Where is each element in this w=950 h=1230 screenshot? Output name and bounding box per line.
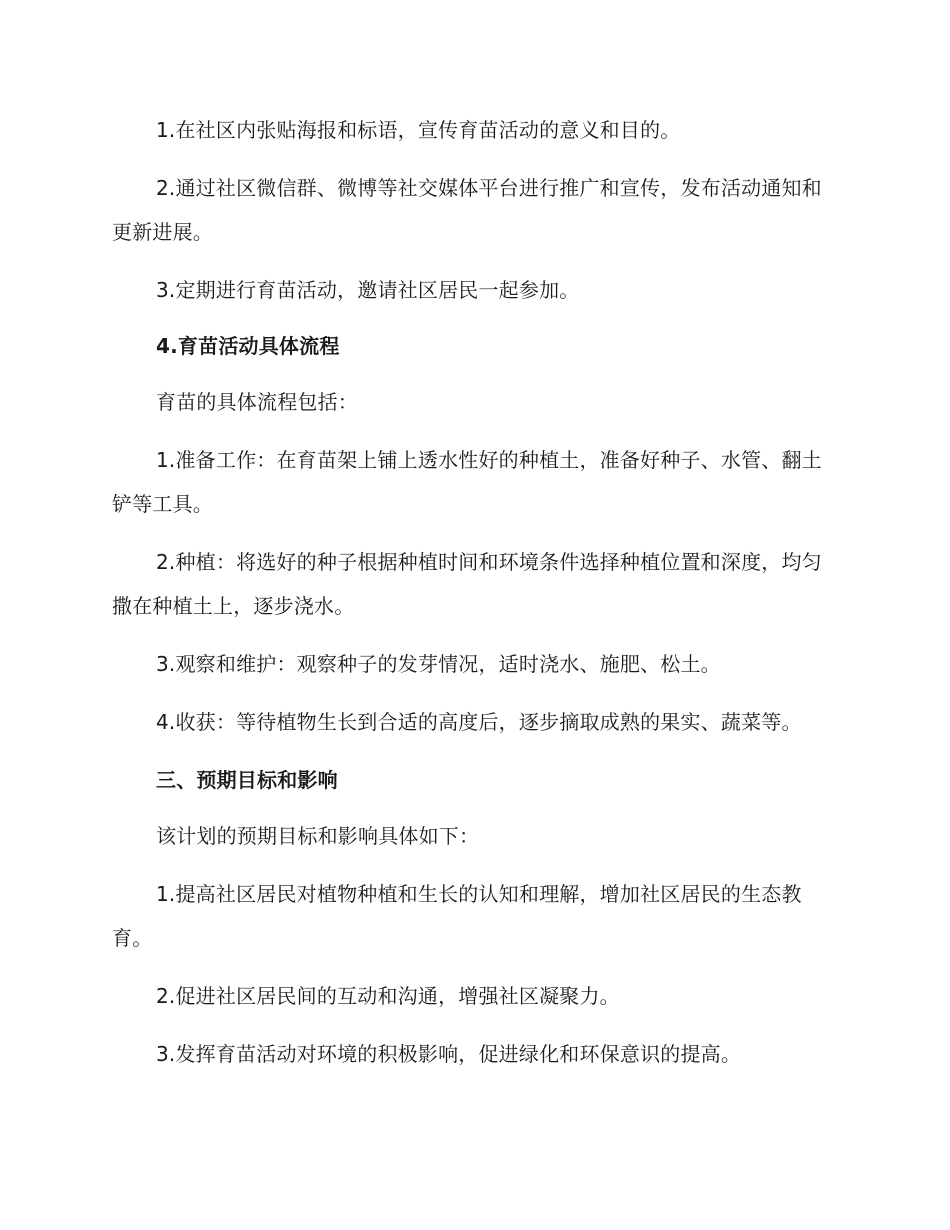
paragraph-goal-environment: 3.发挥育苗活动对环境的积极影响，促进绿化和环保意识的提高。 bbox=[156, 1042, 742, 1066]
paragraph-process-preparation: 1.准备工作：在育苗架上铺上透水性好的种植土，准备好种子、水管、翻土铲等工具。 bbox=[112, 448, 822, 516]
paragraph-process-harvest: 4.收获：等待植物生长到合适的高度后，逐步摘取成熟的果实、蔬菜等。 bbox=[156, 710, 802, 734]
paragraph-promo-regular-activities: 3.定期进行育苗活动，邀请社区居民一起参加。 bbox=[156, 278, 580, 302]
document-body bbox=[112, 108, 830, 1076]
section-heading-process: 4.育苗活动具体流程 bbox=[156, 334, 340, 358]
paragraph-process-observation: 3.观察和维护：观察种子的发芽情况，适时浇水、施肥、松土。 bbox=[156, 652, 721, 676]
paragraph-promo-posters: 1.在社区内张贴海报和标语，宣传育苗活动的意义和目的。 bbox=[156, 118, 681, 142]
paragraph-goal-awareness: 1.提高社区居民对植物种植和生长的认知和理解，增加社区居民的生态教育。 bbox=[112, 882, 802, 950]
paragraph-goal-community: 2.促进社区居民间的互动和沟通，增强社区凝聚力。 bbox=[156, 984, 620, 1008]
section-heading-goals: 三、预期目标和影响 bbox=[156, 768, 338, 792]
paragraph-process-planting: 2.种植：将选好的种子根据种植时间和环境条件选择种植位置和深度，均匀撒在种植土上，逐步浇水。 bbox=[112, 550, 822, 618]
paragraph-goals-intro: 该计划的预期目标和影响具体如下： bbox=[156, 824, 480, 848]
paragraph-process-intro: 育苗的具体流程包括： bbox=[156, 390, 358, 414]
paragraph-promo-social-media: 2.通过社区微信群、微博等社交媒体平台进行推广和宣传，发布活动通知和更新进展。 bbox=[112, 176, 822, 244]
